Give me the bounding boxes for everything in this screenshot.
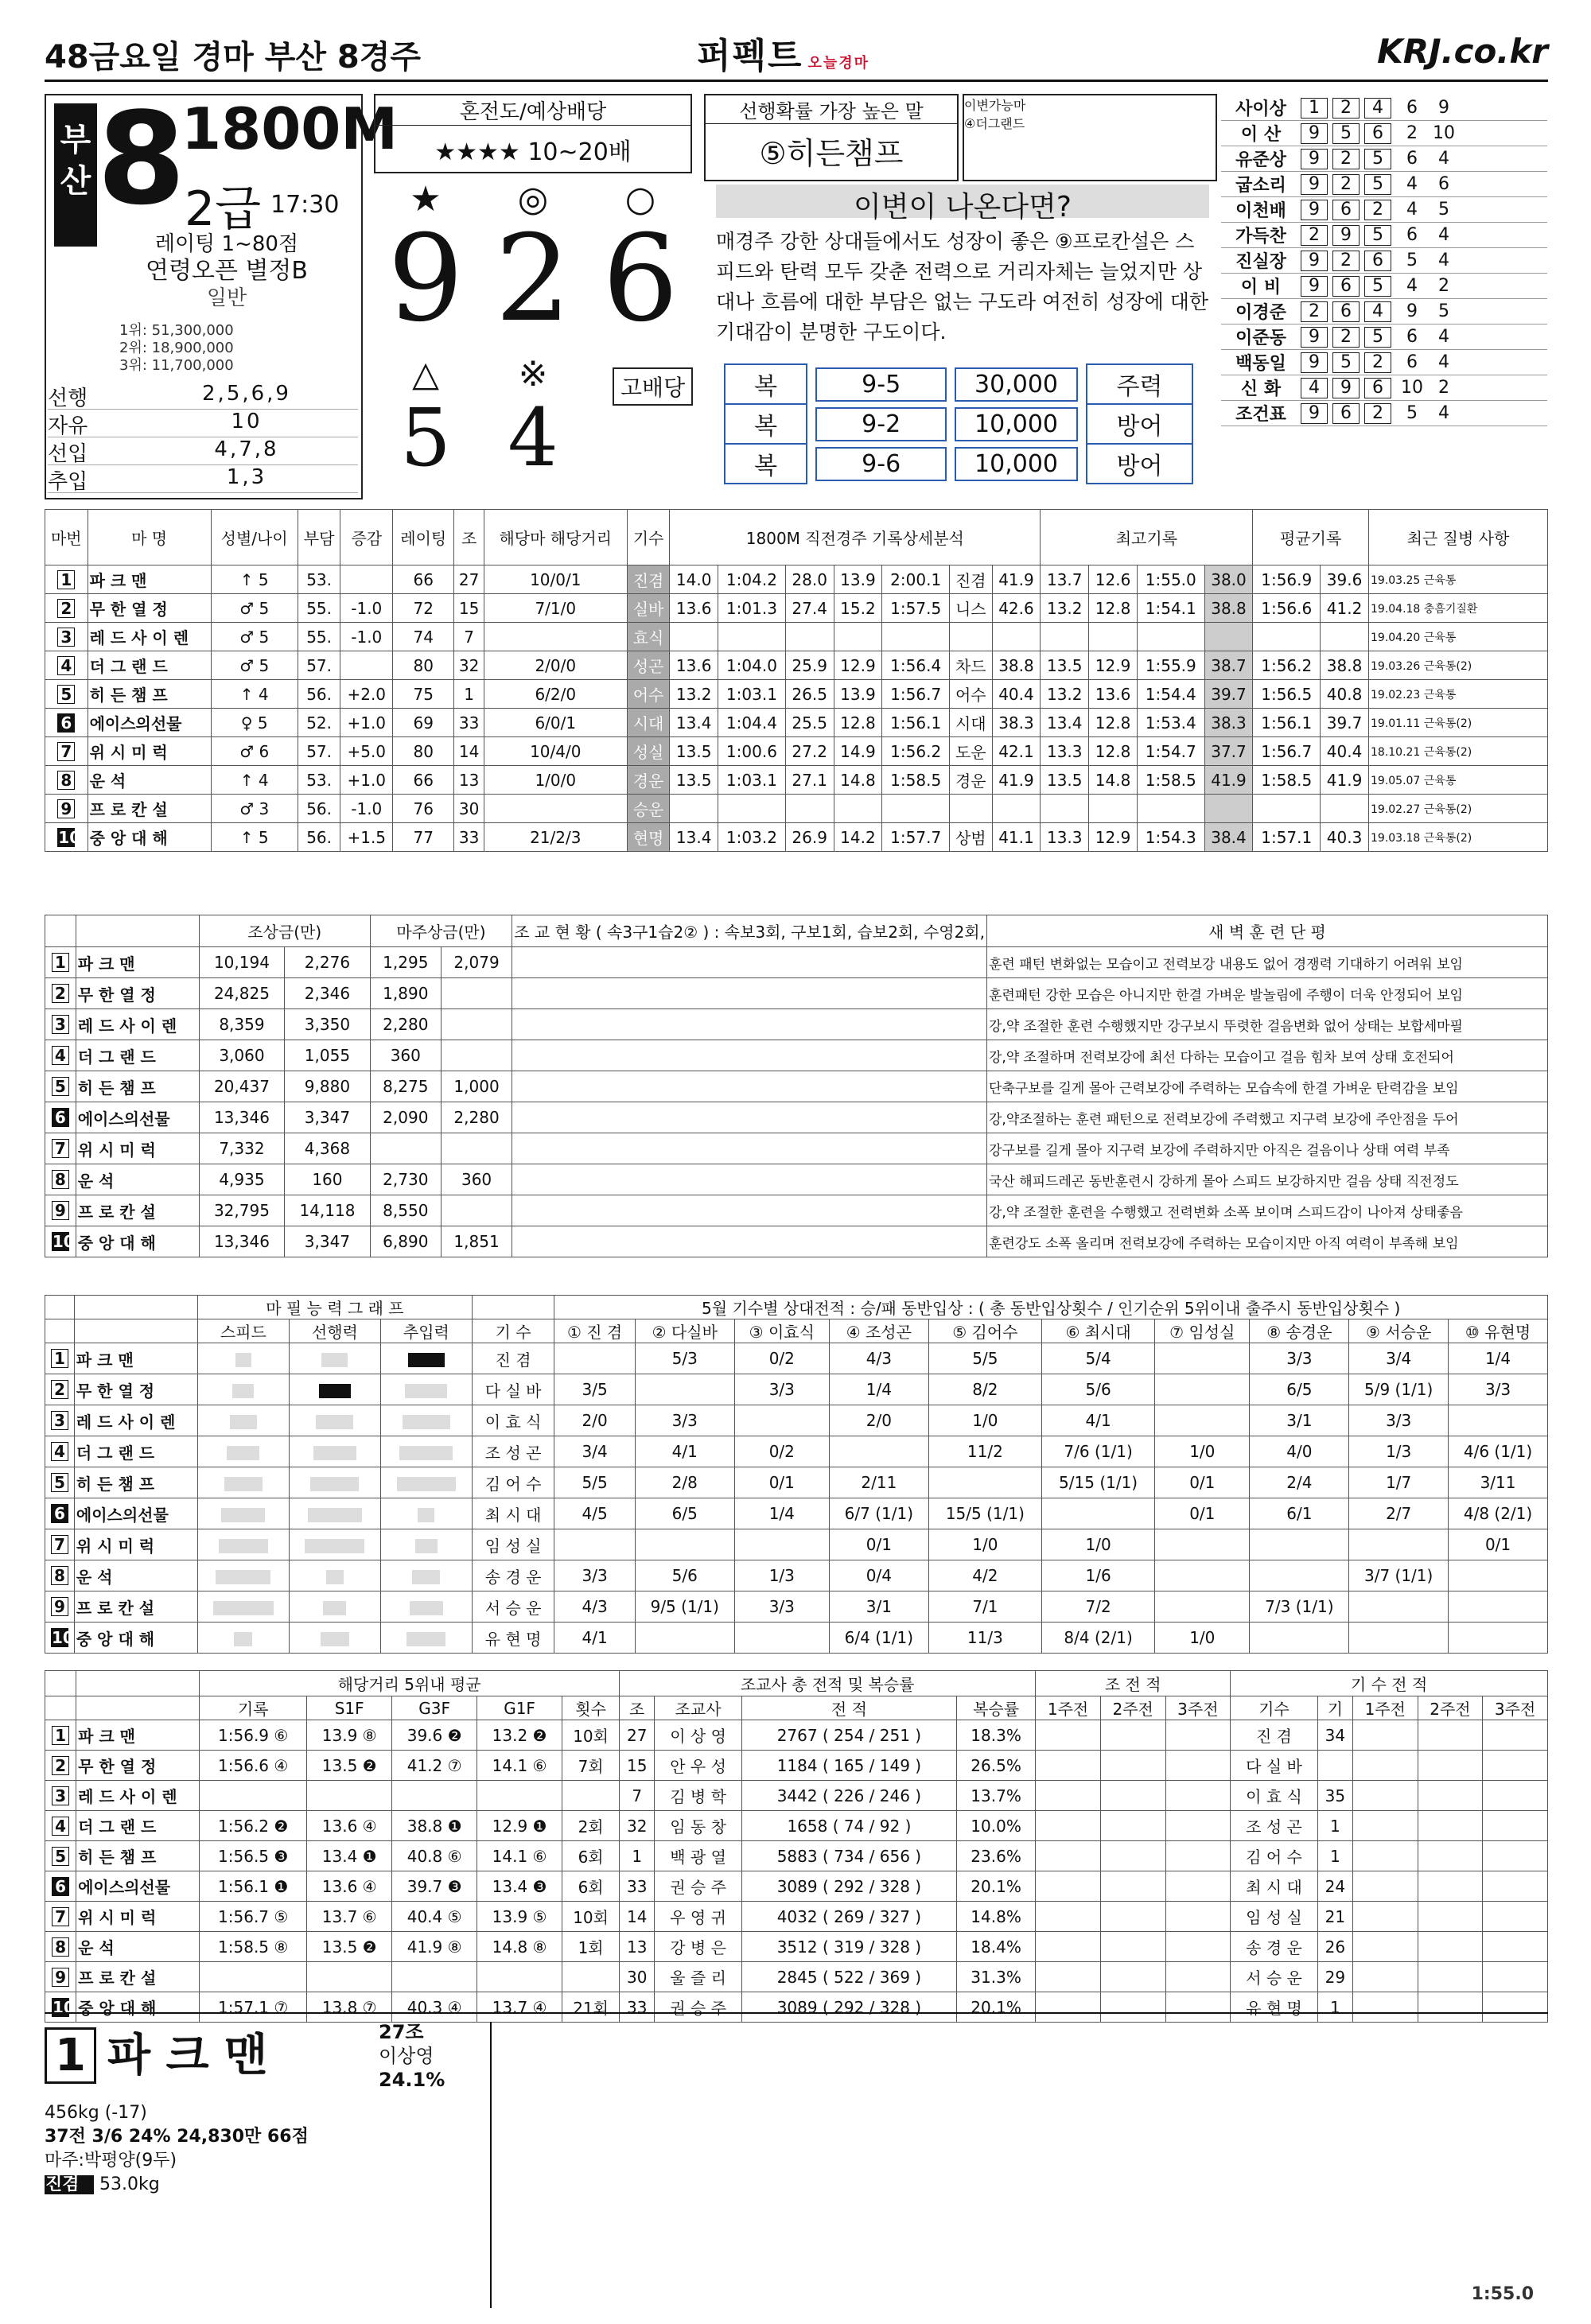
race-distance: 1800M [181, 95, 399, 162]
expert-row: 이 산 9 5 6 2 10 [1221, 121, 1547, 146]
expert-row: 가득찬 2 9 5 6 4 [1221, 223, 1547, 248]
upset-title: 이변이 나온다면? [716, 185, 1209, 218]
table-row: 4 더 그 랜 드 3,060 1,055 360 강,약 조절하며 전력보강에 최선 다하는 모습이고 걸음 힘차 보여 상태 호전되어 [45, 1040, 1548, 1071]
table-row: 5 히 든 챔 프 1:56.5 ❸ 13.4 ❶ 40.8 ⑥ 14.1 ⑥ 6회 1 백 광 열 5883 ( 734 / 656 ) 23.6% 김 어 수 1 [45, 1841, 1548, 1871]
table-row: 10 중 앙 대 해 유 현 명 4/1 6/4 (1/1) 11/3 8/4 (2/1) 1/0 [45, 1623, 1548, 1654]
featured-horse-info: 27조 이상영 24.1% [379, 2021, 445, 2091]
expert-row: 이경준 2 6 4 9 5 [1221, 299, 1547, 325]
race-time: 17:30 [270, 191, 340, 219]
expert-row: 진실장 9 2 6 5 4 [1221, 248, 1547, 274]
expert-row: 이 비 9 6 5 4 2 [1221, 274, 1547, 299]
prizes: 1위: 51,300,000 2위: 18,900,000 3위: 11,700,000 [119, 322, 234, 374]
table-row: 10 중 앙 대 해 13,346 3,347 6,890 1,851 훈련강도 소폭 올리며 전력보강에 주력하는 모습이지만 아직 여력이 부족해 보임 [45, 1226, 1548, 1257]
bet-row: 복 9-2 10,000 방어 [724, 404, 1201, 444]
bets [724, 364, 1201, 484]
table-row: 8 운 석 ↑ 4 53. +1.0 66 13 1/0/0 경운 13.5 1:03.1 27.1 14.8 1:58.5 경운 41.9 13.5 14.8 1:58.5 41.9 1:58.5 41.9 19.05.07 근육통 [45, 766, 1548, 795]
featured-horse-name: 1 파 크 맨 [45, 2020, 267, 2084]
bet-row: 복 9-6 10,000 방어 [724, 444, 1201, 484]
expert-row: 이준동 9 2 5 6 4 [1221, 325, 1547, 350]
expert-row: 사이상 1 2 4 6 9 [1221, 95, 1547, 121]
logo: 퍼펙트 오늘경마 [697, 36, 870, 76]
table-row: 6 에이스의선물 13,346 3,347 2,090 2,280 강,약조절하는 훈련 패턴으로 전력보강에 주력했고 지구력 보강에 주안점을 두어 [45, 1102, 1548, 1133]
table-row: 5 히 든 챔 프 ↑ 4 56. +2.0 75 1 6/2/0 어수 13.2 1:03.1 26.5 13.9 1:56.7 어수 40.4 13.2 13.6 1:54.4 39.7 1:56.5 40.8 19.02.23 근육통 [45, 680, 1548, 709]
horse-record-table: 마번 마 명 성별/나이 부담 증감 레이팅 조 해당마 해당거리 기수 1800M 직전경주 기록상세분석 최고기록 평균기록 최근 질병 사항 1 파 크 맨 ↑ 5 53. 66 27 10/0/1 진겸 14.0 1:04.2 28.0 13.9 2:00.1 진겸 41.9 13.7 12.6 1:55.0 38.0 1:56.9 39.6 19.03.25 근육통 2 무 한 열 정 ♂ 5 55. -1.0 72 15 7/1/0 실바 13.6 1:01.3 27.4 15.2 1:57.5 니스 42.6 13.2 12.8 1:54.1 38.8 1:56.6 41.2 19.04.18 충흠기질환 3 레 드 사 이 렌 ♂ 5 55. -1.0 74 7 효식 19.04.20 근육통 4 더 그 랜 드 ♂ 5 57. 80 32 2/0/0 성곤 13.6 1:04.0 25.9 12.9 1:56.4 차드 38.8 13.5 12.9 1:55.9 38.7 1:56.2 38.8 19.03.26 근육통(2) 5 히 든 챔 프 ↑ 4 56. +2.0 75 1 6/2/0 어수 13.2 1:03.1 26.5 13.9 1:56.7 어수 40.4 13.2 13.6 1:54.4 39.7 1:56.5 40.8 19.02.23 근육통 6 에이스의선물 ♀ 5 52. +1.0 69 33 6/0/1 시대 13.4 1:04.4 25.5 12.8 1:56.1 시대 38.3 13.4 12.8 1:53.4 38.3 1:56.1 39.7 19.01.11 근육통(2) 7 위 시 미 럭 ♂ 6 57. +5.0 80 14 10/4/0 성실 13.5 1:00.6 27.2 14.9 1:56.2 도운 42.1 13.3 12.8 1:54.7 37.7 1:56.7 40.4 18.10.21 근육통(2) 8 운 석 ↑ 4 53. +1.0 66 13 1/0/0 경운 13.5 1:03.1 27.1 14.8 1:58.5 경운 41.9 13.5 14.8 1:58.5 41.9 1:58.5 41.9 19.05.07 근육통 9 프 로 칸 설 ♂ 3 56. -1.0 76 30 승운 19.02.27 근육통(2) 10 중 앙 대 해 ↑ 5 56. +1.5 77 33 21/2/3 현명 13.4 1:03.2 26.9 14.2 1:57.7 상범 41.1 13.3 12.9 1:54.3 38.4 1:57.1 40.3 19.03.18 근육통(2) [45, 509, 1548, 852]
track-label: 부산 [54, 103, 97, 247]
confusion-box: 혼전도/예상배당 ★★★★ 10~20배 [374, 94, 692, 173]
site-url[interactable]: KRJ.co.kr [1377, 32, 1548, 71]
table-row: 4 더 그 랜 드 조 성 곤 3/4 4/1 0/2 11/2 7/6 (1/1) 1/0 4/0 1/3 4/6 (1/1) [45, 1436, 1548, 1467]
expert-row: 신 화 4 9 6 10 2 [1221, 375, 1547, 401]
table-row: 8 운 석 송 경 운 3/3 5/6 1/3 0/4 4/2 1/6 3/7 (1/1) [45, 1560, 1548, 1591]
table-row: 2 무 한 열 정 24,825 2,346 1,890 훈련패턴 강한 모습은 아니지만 한결 가벼운 발놀림에 주행이 더욱 안정되어 보임 [45, 978, 1548, 1009]
expert-row: 백동일 9 5 2 6 4 [1221, 350, 1547, 375]
expert-picks [1221, 95, 1547, 426]
table-row: 7 위 시 미 럭 1:56.7 ⑤ 13.7 ⑥ 40.4 ⑤ 13.9 ⑤ 10회 14 우 영 귀 4032 ( 269 / 327 ) 14.8% 임 성 실 21 [45, 1902, 1548, 1932]
stats-table: 해당거리 5위내 평균 조교사 총 전적 및 복승률 조 전 적 기 수 전 적 기록 S1F G3F G1F 횟수 조 조교사 전 적 복승률 1주전 2주전 3주전 기수 기 1주전 2주전 3주전 1 파 크 맨 1:56.9 ⑥ 13.9 ⑧ 39.6 ❷ 13.2 ❷ 10회 27 이 상 영 2767 ( 254 / 251 ) 18.3% 진 겸 34 2 무 한 열 정 1:56.6 ④ 13.5 ❷ 41.2 ⑦ 14.1 ⑥ 7회 15 안 우 성 1184 ( 165 / 149 ) 26.5% 다 실 바 3 레 드 사 이 렌 7 김 병 학 3442 ( 226 / 246 ) 13.7% 이 효 식 35 4 더 그 랜 드 1:56.2 ❷ 13.6 ④ 38.8 ❶ 12.9 ❶ 2회 32 임 동 창 1658 ( 74 / 92 ) 10.0% 조 성 곤 1 5 히 든 챔 프 1:56.5 ❸ 13.4 ❶ 40.8 ⑥ 14.1 ⑥ 6회 1 백 광 열 5883 ( 734 / 656 ) 23.6% 김 어 수 1 6 에이스의선물 1:56.1 ❶ 13.6 ④ 39.7 ❸ 13.4 ❸ 6회 33 권 승 주 3089 ( 292 / 328 ) 20.1% 최 시 대 24 7 위 시 미 럭 1:56.7 ⑤ 13.7 ⑥ 40.4 ⑤ 13.9 ⑤ 10회 14 우 영 귀 4032 ( 269 / 327 ) 14.8% 임 성 실 21 8 운 석 1:58.5 ⑧ 13.5 ❷ 41.9 ⑧ 14.8 ⑧ 1회 13 강 병 은 3512 ( 319 / 328 ) 18.4% 송 경 운 26 9 프 로 칸 설 30 울 즐 리 2845 ( 522 / 369 ) 31.3% 서 승 운 29 10 중 앙 대 해 1:57.1 ⑦ 13.8 ⑦ 40.3 ④ 13.7 ④ 21회 33 권 승 주 3089 ( 292 / 328 ) 20.1% 유 현 명 1 [45, 1670, 1548, 2023]
table-row: 4 더 그 랜 드 ♂ 5 57. 80 32 2/0/0 성곤 13.6 1:04.0 25.9 12.9 1:56.4 차드 38.8 13.5 12.9 1:55.9 38.7 1:56.2 38.8 19.03.26 근육통(2) [45, 651, 1548, 680]
expert-row: 이천배 9 6 2 4 5 [1221, 197, 1547, 223]
race-grade: 2급 [185, 181, 262, 237]
table-row: 9 프 로 칸 설 32,795 14,118 8,550 강,약 조절한 훈련을 수행했고 전력변화 소폭 보이며 스피드감이 나아져 상태좋음 [45, 1195, 1548, 1226]
expert-row: 유준상 9 2 5 6 4 [1221, 146, 1547, 172]
upset-text: 매경주 강한 상대들에서도 성장이 좋은 ⑨프로칸설은 스피드와 탄력 모두 갖춘 전력으로 거리자체는 늘었지만 상대나 흐름에 대한 부담은 없는 구도라 여전히 성장에 대한 기대감이 분명한 구도이다. [716, 230, 1209, 344]
table-row: 2 무 한 열 정 다 실 바 3/5 3/3 1/4 8/2 5/6 6/5 5/9 (1/1) 3/3 [45, 1374, 1548, 1405]
best-lead-box: 선행확률 가장 높은 말 ⑤히든챔프 [704, 94, 959, 181]
high-odds-label: 고배당 [613, 367, 693, 406]
recent-races: 1:55.0 [490, 2022, 1542, 2308]
table-row: 8 운 석 4,935 160 2,730 360 국산 해피드레곤 동반훈련시 강하게 몰아 스피드 보강하지만 걸음 상태 직전정도 [45, 1164, 1548, 1195]
table-row: 10 중 앙 대 해 1:57.1 ⑦ 13.8 ⑦ 40.3 ④ 13.7 ④ 21회 33 권 승 주 3089 ( 292 / 328 ) 20.1% 유 현 명 1 [45, 1992, 1548, 2023]
table-row: 1 파 크 맨 ↑ 5 53. 66 27 10/0/1 진겸 14.0 1:04.2 28.0 13.9 2:00.1 진겸 41.9 13.7 12.6 1:55.0 38.0 1:56.9 39.6 19.03.25 근육통 [45, 565, 1548, 594]
table-row: 10 중 앙 대 해 ↑ 5 56. +1.5 77 33 21/2/3 현명 13.4 1:03.2 26.9 14.2 1:57.7 상범 41.1 13.3 12.9 1:54.3 38.4 1:57.1 40.3 19.03.18 근육통(2) [45, 823, 1548, 852]
table-row: 6 에이스의선물 ♀ 5 52. +1.0 69 33 6/0/1 시대 13.4 1:04.4 25.5 12.8 1:56.1 시대 38.3 13.4 12.8 1:53.4 38.3 1:56.1 39.7 19.01.11 근육통(2) [45, 709, 1548, 737]
table-row: 1 파 크 맨 진 겸 5/3 0/2 4/3 5/5 5/4 3/3 3/4 1/4 [45, 1343, 1548, 1374]
table-row: 2 무 한 열 정 ♂ 5 55. -1.0 72 15 7/1/0 실바 13.6 1:01.3 27.4 15.2 1:57.5 니스 42.6 13.2 12.8 1:54.1 38.8 1:56.6 41.2 19.04.18 충흠기질환 [45, 594, 1548, 623]
table-row: 8 운 석 1:58.5 ⑧ 13.5 ❷ 41.9 ⑧ 14.8 ⑧ 1회 13 강 병 은 3512 ( 319 / 328 ) 18.4% 송 경 운 26 [45, 1932, 1548, 1962]
table-row: 7 위 시 미 럭 임 성 실 0/1 1/0 1/0 0/1 [45, 1529, 1548, 1560]
table-row: 3 레 드 사 이 렌 8,359 3,350 2,280 강,약 조절한 훈련 수행했지만 강구보시 뚜렷한 걸음변화 없어 상태는 보합세마필 [45, 1009, 1548, 1040]
table-row: 2 무 한 열 정 1:56.6 ④ 13.5 ❷ 41.2 ⑦ 14.1 ⑥ 7회 15 안 우 성 1184 ( 165 / 149 ) 26.5% 다 실 바 [45, 1751, 1548, 1781]
race-number: 8 [97, 84, 186, 233]
table-row: 9 프 로 칸 설 서 승 운 4/3 9/5 (1/1) 3/3 3/1 7/1 7/2 7/3 (1/1) [45, 1591, 1548, 1623]
table-row: 5 히 든 챔 프 20,437 9,880 8,275 1,000 단축구보를 길게 몰아 근력보강에 주력하는 모습속에 한결 가벼운 탄력감을 보임 [45, 1071, 1548, 1102]
table-row: 4 더 그 랜 드 1:56.2 ❷ 13.6 ④ 38.8 ❶ 12.9 ❶ 2회 32 임 동 창 1658 ( 74 / 92 ) 10.0% 조 성 곤 1 [45, 1811, 1548, 1841]
table-row: 3 레 드 사 이 렌 7 김 병 학 3442 ( 226 / 246 ) 13.7% 이 효 식 35 [45, 1781, 1548, 1811]
featured-horse [45, 2012, 1548, 2316]
table-row: 9 프 로 칸 설 30 울 즐 리 2845 ( 522 / 369 ) 31.3% 서 승 운 29 [45, 1962, 1548, 1992]
page-header [45, 24, 1548, 82]
table-row: 6 에이스의선물 1:56.1 ❶ 13.6 ④ 39.7 ❸ 13.4 ❸ 6회 33 권 승 주 3089 ( 292 / 328 ) 20.1% 최 시 대 24 [45, 1871, 1548, 1902]
table-row: 9 프 로 칸 설 ♂ 3 56. -1.0 76 30 승운 19.02.27 근육통(2) [45, 795, 1548, 823]
bet-row: 복 9-5 30,000 주력 [724, 364, 1201, 404]
table-row: 3 레 드 사 이 렌 이 효 식 2/0 3/3 2/0 1/0 4/1 3/1 3/3 [45, 1405, 1548, 1436]
date-line: 48금요일 경마 부산 8경주 [45, 39, 422, 76]
featured-horse-detail: 456kg (-17) 37전 3/6 24% 24,830만 66점 마주:박평양(9두) 진겸 53.0kg [45, 2103, 309, 2194]
table-row: 1 파 크 맨 10,194 2,276 1,295 2,079 훈련 패턴 변화없는 모습이고 전력보강 내용도 없어 경쟁력 기대하기 어려워 보임 [45, 947, 1548, 978]
table-row: 6 에이스의선물 최 시 대 4/5 6/5 1/4 6/7 (1/1) 15/5 (1/1) 0/1 6/1 2/7 4/8 (2/1) [45, 1498, 1548, 1529]
table-row: 7 위 시 미 럭 7,332 4,368 강구보를 길게 몰아 지구력 보강에 주력하지만 아직은 걸음이나 상태 여력 부족 [45, 1133, 1548, 1164]
table-row: 5 히 든 챔 프 김 어 수 5/5 2/8 0/1 2/11 5/15 (1/1) 0/1 2/4 1/7 3/11 [45, 1467, 1548, 1498]
upset-horse-box: 이변가능마 ④더그랜드 [963, 94, 1217, 181]
race-meta: 레이팅 1~80점 연령오픈 별정B 일반 [146, 232, 308, 310]
table-row: 1 파 크 맨 1:56.9 ⑥ 13.9 ⑧ 39.6 ❷ 13.2 ❷ 10회 27 이 상 영 2767 ( 254 / 251 ) 18.3% 진 겸 34 [45, 1720, 1548, 1751]
jockey-vs-table: 마 필 능 력 그 래 프 5월 기수별 상대전적 : 승/패 동반입상 : ( 총 동반입상횟수 / 인기순위 5위이내 출주시 동반입상횟수 ) 스피드 선행력 추입력 기 수 ① 진 겸 ② 다실바 ③ 이효식 ④ 조성곤 ⑤ 김어수 ⑥ 최시대 ⑦ 임성실 ⑧ 송경운 ⑨ 서승운 ⑩ 유현명 1 파 크 맨 진 겸 5/3 0/2 4/3 5/5 5/4 3/3 3/4 1/4 2 무 한 열 정 다 실 바 3/5 3/3 1/4 8/2 5/6 6/5 5/9 (1/1) 3/3 3 레 드 사 이 렌 이 효 식 2/0 3/3 2/0 1/0 4/1 3/1 3/3 4 더 그 랜 드 조 성 곤 3/4 4/1 0/2 11/2 7/6 (1/1) 1/0 4/0 1/3 4/6 (1/1) 5 히 든 챔 프 김 어 수 5/5 2/8 0/1 2/11 5/15 (1/1) 0/1 2/4 1/7 3/11 6 에이스의선물 최 시 대 4/5 6/5 1/4 6/7 (1/1) 15/5 (1/1) 0/1 6/1 2/7 4/8 (2/1) 7 위 시 미 럭 임 성 실 0/1 1/0 1/0 0/1 8 운 석 송 경 운 3/3 5/6 1/3 0/4 4/2 1/6 3/7 (1/1) 9 프 로 칸 설 서 승 운 4/3 9/5 (1/1) 3/3 3/1 7/1 7/2 7/3 (1/1) 10 중 앙 대 해 유 현 명 4/1 6/4 (1/1) 11/3 8/4 (2/1) 1/0 [45, 1295, 1548, 1654]
training-table: 조상금(만) 마주상금(만) 조 교 현 황 ( 속3구1습2② ) : 속보3회, 구보1회, 습보2회, 수영2회, 새 벽 훈 련 단 평 1 파 크 맨 10,194 2,276 1,295 2,079 훈련 패턴 변화없는 모습이고 전력보강 내용도 없어 경쟁력 기대하기 어려워 보임 2 무 한 열 정 24,825 2,346 1,890 훈련패턴 강한 모습은 아니지만 한결 가벼운 발놀림에 주행이 더욱 안정되어 보임 3 레 드 사 이 렌 8,359 3,350 2,280 강,약 조절한 훈련 수행했지만 강구보시 뚜렷한 걸음변화 없어 상태는 보합세마필 4 더 그 랜 드 3,060 1,055 360 강,약 조절하며 전력보강에 최선 다하는 모습이고 걸음 힘차 보여 상태 호전되어 5 히 든 챔 프 20,437 9,880 8,275 1,000 단축구보를 길게 몰아 근력보강에 주력하는 모습속에 한결 가벼운 탄력감을 보임 6 에이스의선물 13,346 3,347 2,090 2,280 강,약조절하는 훈련 패턴으로 전력보강에 주력했고 지구력 보강에 주안점을 두어 7 위 시 미 럭 7,332 4,368 강구보를 길게 몰아 지구력 보강에 주력하지만 아직은 걸음이나 상태 여력 부족 8 운 석 4,935 160 2,730 360 국산 해피드레곤 동반훈련시 강하게 몰아 스피드 보강하지만 걸음 상태 직전정도 9 프 로 칸 설 32,795 14,118 8,550 강,약 조절한 훈련을 수행했고 전력변화 소폭 보이며 스피드감이 나아져 상태좋음 10 중 앙 대 해 13,346 3,347 6,890 1,851 훈련강도 소폭 올리며 전력보강에 주력하는 모습이지만 아직 여력이 부족해 보임 [45, 915, 1548, 1257]
table-row: 3 레 드 사 이 렌 ♂ 5 55. -1.0 74 7 효식 19.04.20 근육통 [45, 623, 1548, 651]
expert-row: 조건표 9 6 2 5 4 [1221, 401, 1547, 426]
running-lines: 선행 2,5,6,9 자유 10 선입 4,7,8 추입 1,3 [48, 382, 358, 493]
table-row: 7 위 시 미 럭 ♂ 6 57. +5.0 80 14 10/4/0 성실 13.5 1:00.6 27.2 14.9 1:56.2 도운 42.1 13.3 12.8 1:54.7 37.7 1:56.7 40.4 18.10.21 근육통(2) [45, 737, 1548, 766]
expert-row: 굽소리 9 2 5 4 6 [1221, 172, 1547, 197]
